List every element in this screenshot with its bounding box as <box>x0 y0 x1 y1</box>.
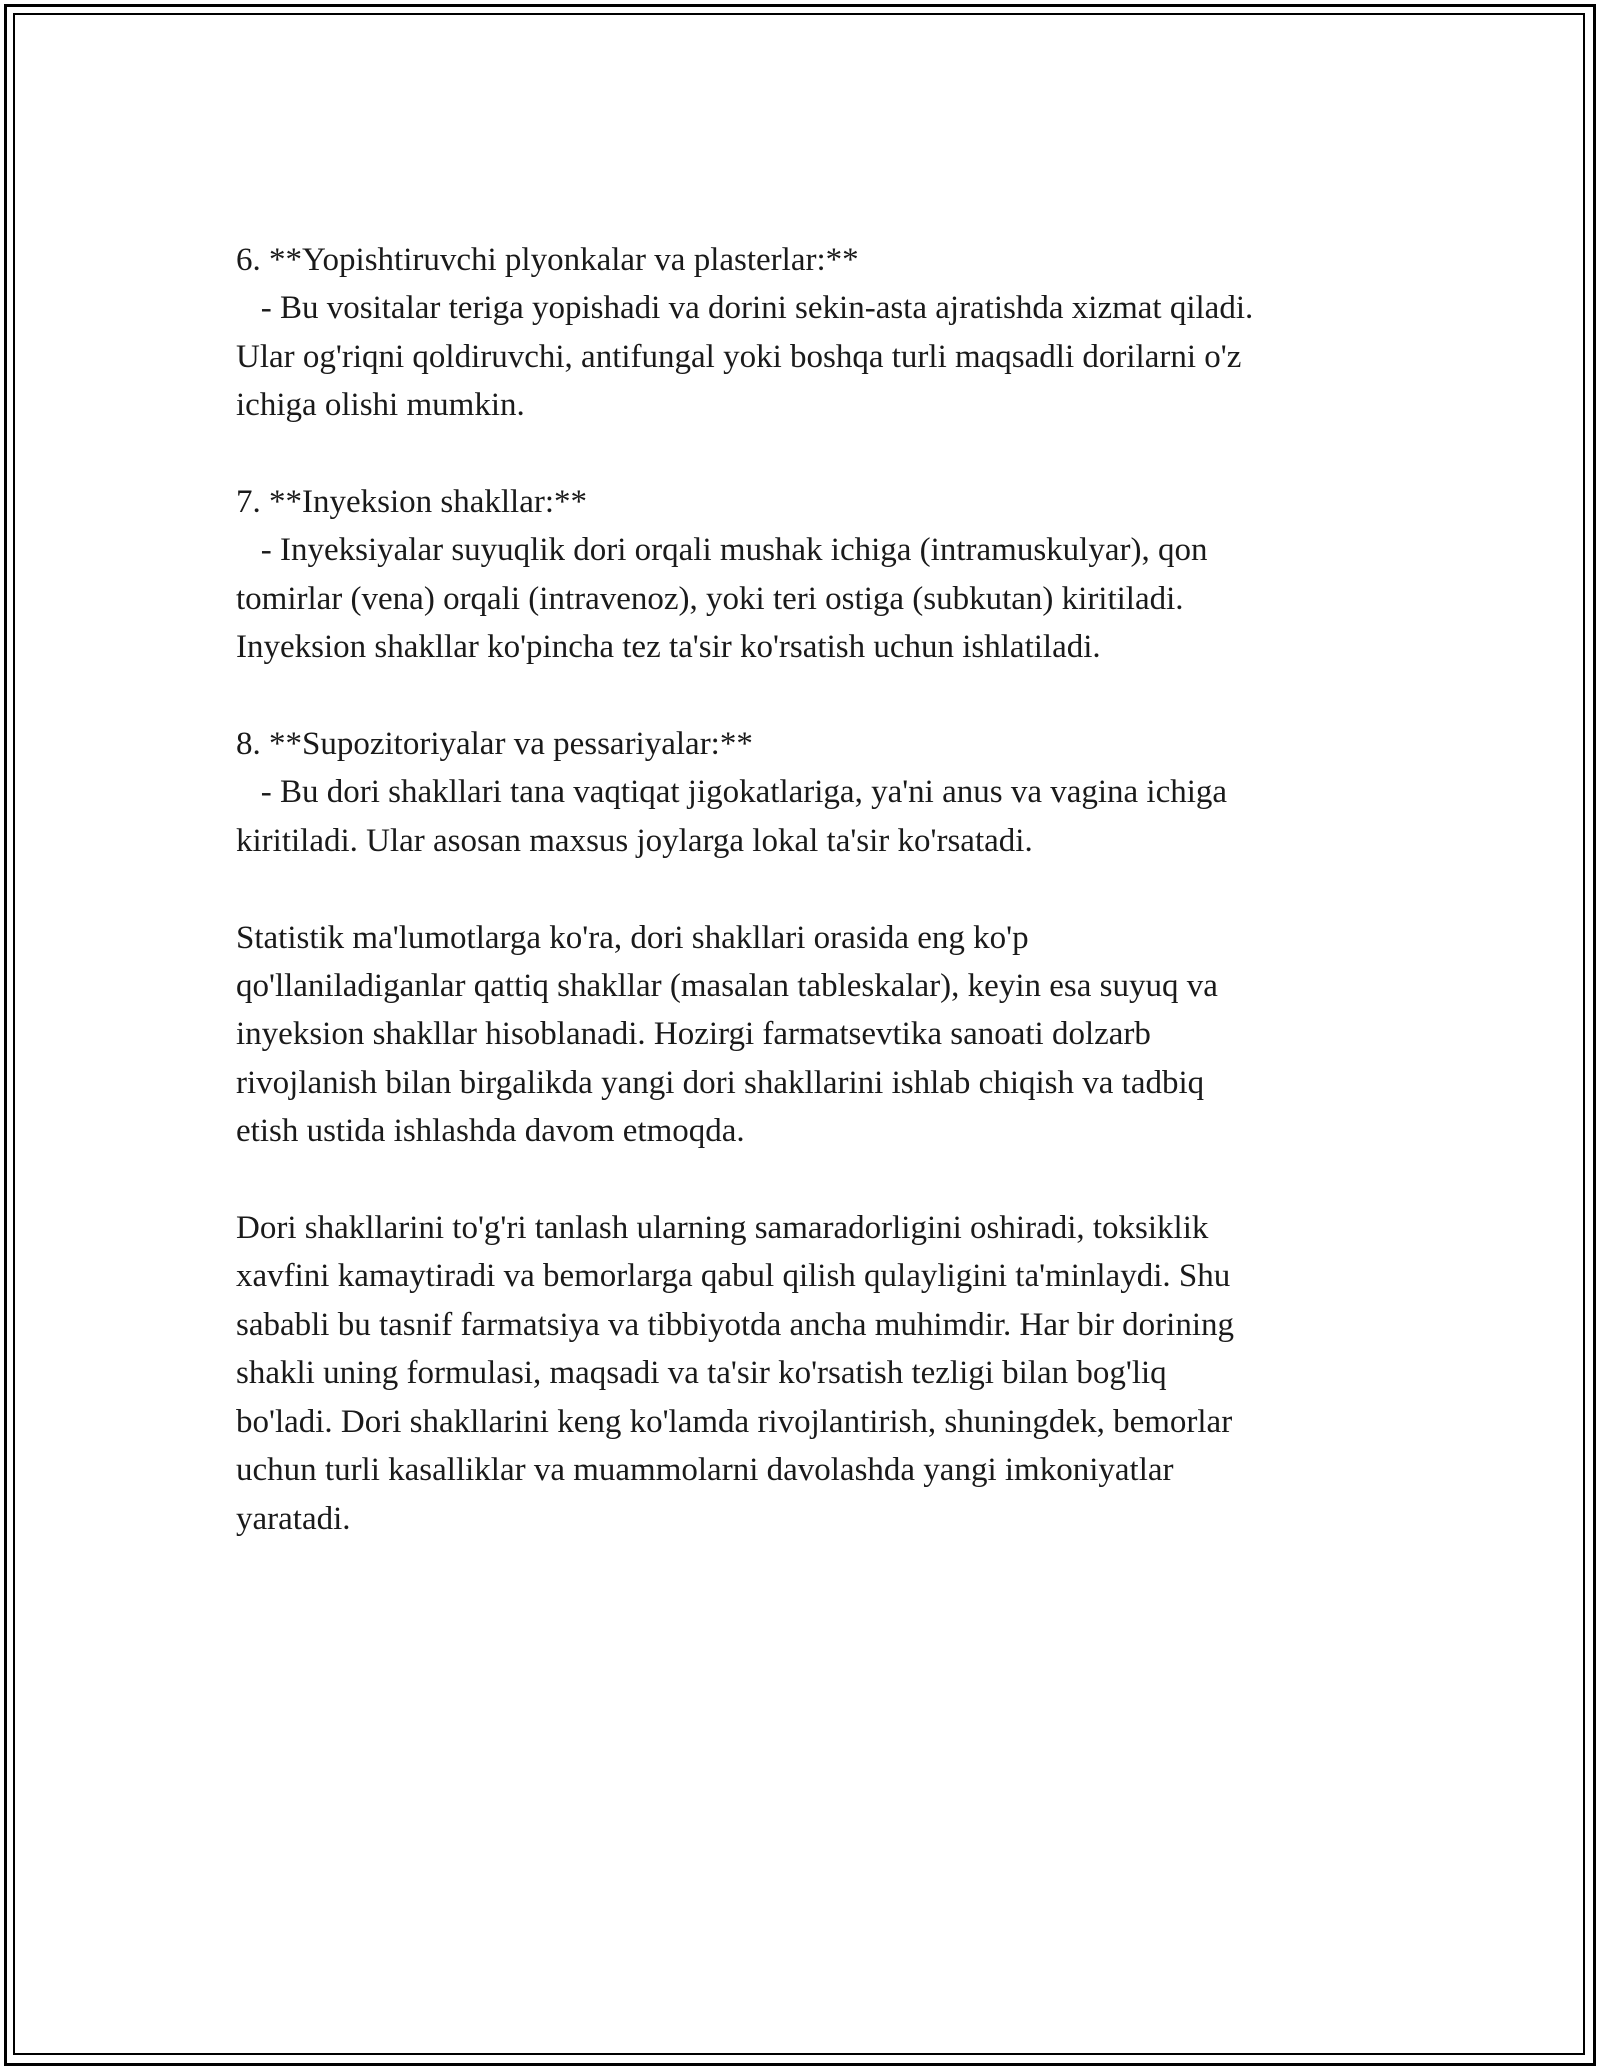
paragraph-line: bo'ladi. Dori shakllarini keng ko'lamda rivojlantirish, shuningdek, bemorlar <box>236 1403 1233 1440</box>
section-injection-forms <box>236 478 1386 672</box>
document-body <box>236 236 1386 1543</box>
paragraph-gap <box>236 672 1386 720</box>
paragraph-line: sababli bu tasnif farmatsiya va tibbiyotda ancha muhimdir. Har bir dorining <box>236 1306 1235 1343</box>
paragraph-statistics <box>236 914 1386 1156</box>
paragraph-line: inyeksion shakllar hisoblanadi. Hozirgi farmatsevtika sanoati dolzarb <box>236 1016 1151 1053</box>
paragraph-line: Statistik ma'lumotlarga ko'ra, dori shakllari orasida eng ko'p <box>236 919 1029 956</box>
section-heading: 6. **Yopishtiruvchi plyonkalar va plasterlar:** <box>236 242 859 278</box>
section-suppositories <box>236 720 1386 865</box>
paragraph-line: Dori shakllarini to'g'ri tanlash ularning samaradorligini oshiradi, toksiklik <box>236 1210 1209 1247</box>
section-body-line: Ular og'riqni qoldiruvchi, antifungal yoki boshqa turli maqsadli dorilarni o'z <box>236 338 1242 375</box>
paragraph-line: etish ustida ishlashda davom etmoqda. <box>236 1113 745 1150</box>
section-adhesive-films <box>236 236 1386 430</box>
section-body-line: ichiga olishi mumkin. <box>236 387 525 424</box>
paragraph-gap <box>236 865 1386 913</box>
section-heading: 7. **Inyeksion shakllar:** <box>236 484 588 521</box>
paragraph-line: rivojlanish bilan birgalikda yangi dori shakllarini ishlab chiqish va tadbiq <box>236 1064 1205 1101</box>
section-heading: 8. **Supozitoriyalar va pessariyalar:** <box>236 726 753 763</box>
section-body-line: - Inyeksiyalar suyuqlik dori orqali mushak ichiga (intramuskulyar), qon <box>236 532 1208 569</box>
section-body-line: Inyeksion shakllar ko'pincha tez ta'sir ko'rsatish uchun ishlatiladi. <box>236 629 1101 666</box>
paragraph-line: uchun turli kasalliklar va muammolarni davolashda yangi imkoniyatlar <box>236 1452 1174 1489</box>
paragraph-line: shakli uning formulasi, maqsadi va ta'sir ko'rsatish tezligi bilan bog'liq <box>236 1355 1167 1392</box>
section-body-line: tomirlar (vena) orqali (intravenoz), yoki teri ostiga (subkutan) kiritiladi. <box>236 580 1184 617</box>
section-body-line: - Bu dori shakllari tana vaqtiqat jigokatlariga, ya'ni anus va vagina ichiga <box>236 774 1228 811</box>
paragraph-conclusion <box>236 1204 1386 1543</box>
section-body-line: - Bu vositalar teriga yopishadi va dorini sekin-asta ajratishda xizmat qiladi. <box>236 290 1254 327</box>
paragraph-line: xavfini kamaytiradi va bemorlarga qabul qilish qulayligini ta'minlaydi. Shu <box>236 1258 1231 1295</box>
paragraph-gap <box>236 430 1386 478</box>
section-body-line: kiritiladi. Ular asosan maxsus joylarga lokal ta'sir ko'rsatadi. <box>236 822 1033 859</box>
paragraph-line: qo'llaniladiganlar qattiq shakllar (masalan tableskalar), keyin esa suyuq va <box>236 968 1218 1005</box>
paragraph-gap <box>236 1156 1386 1204</box>
paragraph-line: yaratadi. <box>236 1500 351 1537</box>
